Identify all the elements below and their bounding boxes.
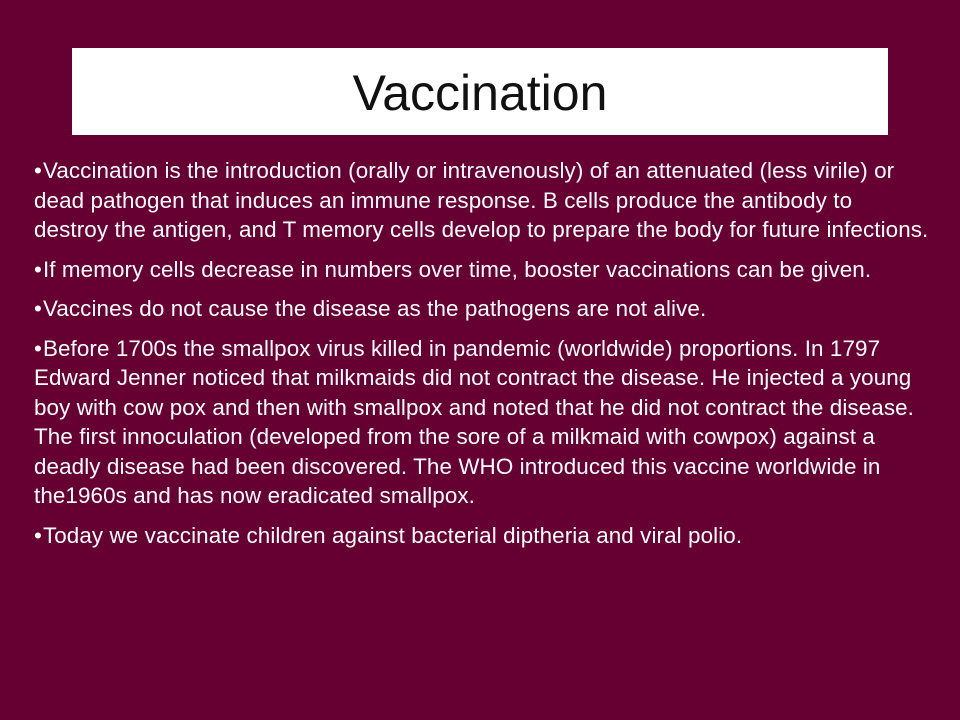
bullet-text: Before 1700s the smallpox virus killed in pandemic (worldwide) proportions. In 1797 Edward Jenner noticed that milkmaids did not contract the disease. He injected a young boy with cow pox and then with smallpox and noted that he did not contract the disease. The first innoculation (developed from the sore of a milkmaid with cowpox) against a deadly disease had been discovered. The WHO introduced this vaccine worldwide in the1960s and has now eradicated smallpox.	[34, 335, 914, 508]
bullet-text: Vaccination is the introduction (orally or intravenously) of an attenuated (less virile) or dead pathogen that induces an immune response. B cells produce the antibody to destroy the antigen, and T memory cells develop to prepare the body for future infections.	[34, 158, 929, 242]
title-box	[72, 48, 888, 135]
bullet-text: If memory cells decrease in numbers over time, booster vaccinations can be given.	[42, 256, 872, 282]
bullet-item	[34, 334, 930, 511]
bullet-item	[34, 521, 930, 551]
slide-title: Vaccination	[352, 64, 608, 121]
bullet-text: Today we vaccinate children against bacterial diptheria and viral polio.	[42, 522, 743, 548]
bullet-marker: •	[34, 256, 42, 282]
bullet-marker: •	[34, 522, 42, 548]
bullet-text: Vaccines do not cause the disease as the pathogens are not alive.	[42, 296, 707, 321]
bullet-item	[34, 156, 930, 245]
bullet-marker: •	[34, 158, 42, 183]
bullet-item	[34, 294, 930, 324]
bullet-item	[34, 255, 930, 285]
bullet-marker: •	[34, 296, 42, 321]
bullet-marker: •	[34, 335, 42, 361]
slide-body	[34, 156, 930, 560]
